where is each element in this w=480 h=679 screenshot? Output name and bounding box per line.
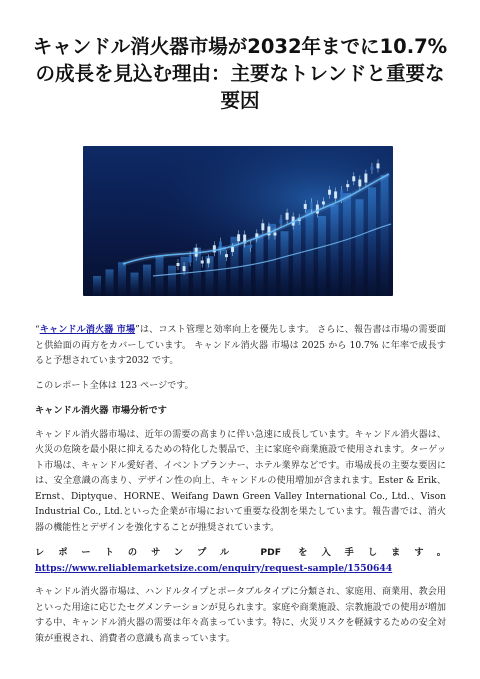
decorative-bar (368, 187, 376, 296)
sample-request (35, 545, 446, 576)
decorative-candle (364, 174, 367, 183)
decorative-candle (201, 260, 204, 263)
decorative-bar (293, 220, 301, 296)
decorative-bar (93, 276, 101, 296)
decorative-candle (261, 223, 264, 230)
decorative-candle (322, 201, 325, 204)
decorative-candle (237, 234, 240, 241)
market-link[interactable]: キャンドル消火器 市場 (39, 324, 136, 335)
decorative-candle (286, 213, 289, 220)
decorative-bar (106, 269, 114, 296)
decorative-bar (331, 205, 339, 296)
decorative-bar (281, 231, 289, 296)
decorative-bar (131, 273, 139, 296)
intro-paragraph: “キャンドル消火器 市場”は、コスト管理と効率向上を優先します。 さらに、報告書は市場の需要面と供給面の両方をカバーしています。 キャンドル消火器 市場は 2025 から 10.7% に年率で成長すると予想されています2032 です。 (35, 324, 447, 366)
decorative-candle (177, 263, 180, 266)
decorative-candle (189, 255, 192, 262)
rising-stock-chart-image (83, 146, 393, 296)
pages-note: このレポート全体は 123 ページです。 (35, 380, 194, 391)
decorative-candle (280, 219, 283, 224)
analysis-heading: キャンドル消火器 市場分析です (35, 405, 167, 416)
page-title: キャンドル消火器市場が2032年までに10.7%の成長を見込む理由：主要なトレンドと重要な要因 (32, 35, 448, 112)
decorative-bar (168, 266, 176, 296)
decorative-bar (318, 216, 326, 296)
sample-label: レポートのサンプル PDF を入手します。 (35, 547, 446, 558)
segment-paragraph: キャンドル消火器市場は、ハンドルタイプとポータブルタイプに分類され、家庭用、商業用、教会用といった用途に応じたセグメンテーションが見られます。家庭や商業施設、宗教施設での使用が増加する中、キャンドル消火器の需要は年々高まっています。特に、火災リスクを軽減するための安全対策が重視され、消費者の意識も高まっています。 (35, 587, 446, 644)
decorative-bar (381, 175, 389, 296)
decorative-candle (370, 167, 373, 170)
decorative-bar (343, 193, 351, 296)
decorative-bar (243, 245, 251, 296)
decorative-bar (256, 234, 264, 296)
decorative-candle (328, 190, 331, 195)
decorative-candle (358, 179, 361, 186)
decorative-candle (249, 245, 252, 248)
decorative-bar (118, 262, 126, 296)
decorative-bar (143, 265, 151, 296)
decorative-bar (181, 257, 189, 296)
decorative-bar (356, 199, 364, 296)
decorative-candle (225, 254, 228, 257)
decorative-candle (304, 204, 307, 209)
decorative-candle (346, 184, 349, 187)
decorative-candle (377, 163, 380, 168)
decorative-bar (306, 209, 314, 296)
decorative-candle (183, 266, 186, 271)
article-body (35, 322, 446, 656)
decorative-bar (218, 247, 226, 296)
decorative-candle (207, 258, 210, 263)
decorative-candle (310, 202, 313, 209)
analysis-paragraph: キャンドル消火器市場は、近年の需要の高まりに伴い急速に成長しています。キャンドル消火器は、火災の危険を最小限に抑えるための特化した製品で、主に家庭や商業施設で使用されます。ターゲット市場は、キャンドル愛好者、イベントプランナー、ホテル業界などです。市場成長の主要な要因には、安全意識の高まり、デザイン性の向上、キャンドルの使用増加が含まれます。Ester & Erik、Ernst、Diptyque、HORNE、Weifang Dawn Green Valley International Co., Ltd.、Vison Industrial Co., Ltd.といった企業が市場において重要な役割を果たしています。報告書では、消火器の機能性とデザインを強化することが推奨されています。 (35, 429, 446, 533)
hero-image (83, 146, 393, 296)
decorative-candle (352, 176, 355, 181)
decorative-candle (334, 191, 337, 198)
sample-link[interactable]: https://www.reliablemarketsize.com/enquiry/request-sample/1550644 (35, 562, 393, 574)
